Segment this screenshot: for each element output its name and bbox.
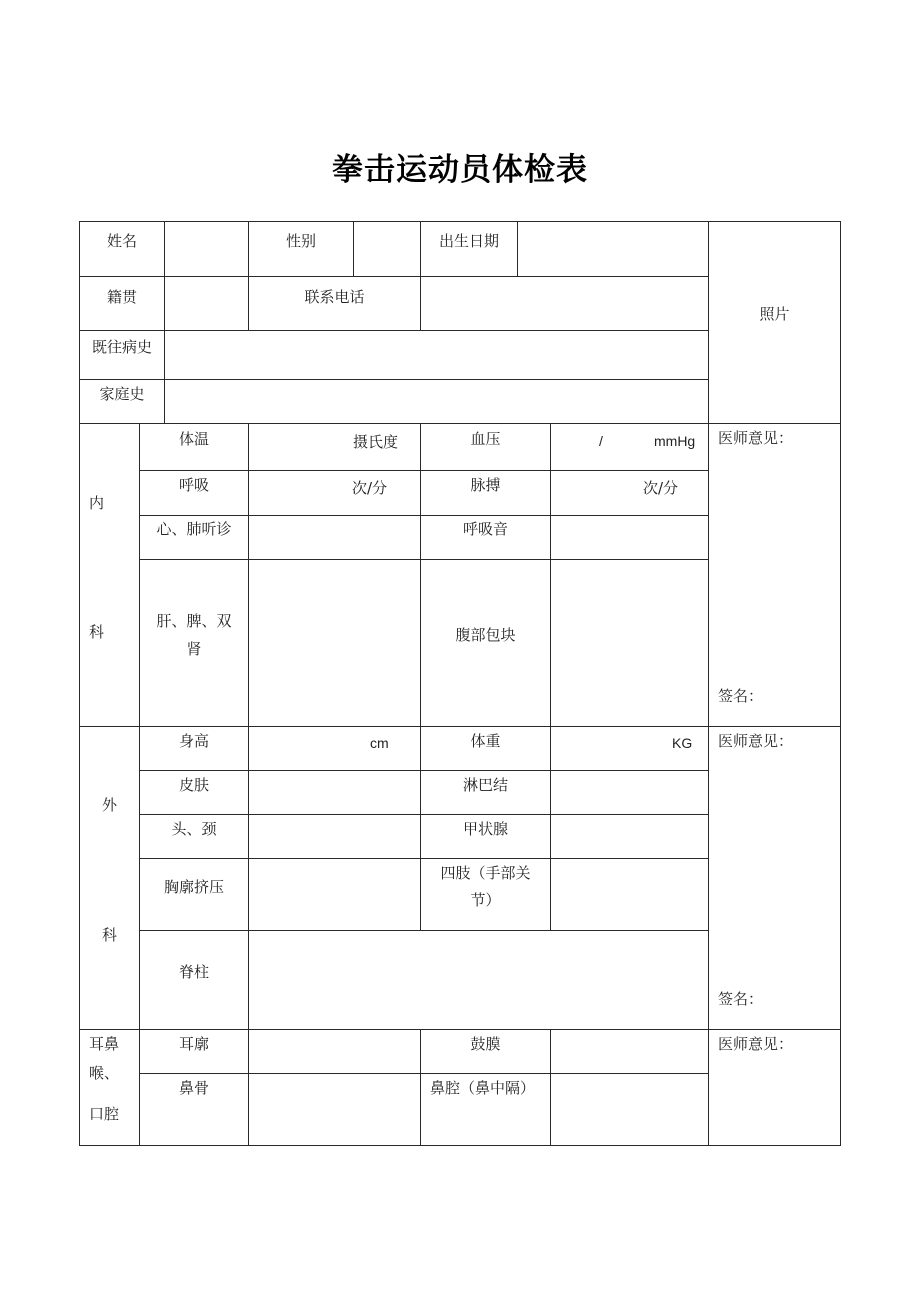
ent-doctor-opinion-box[interactable] <box>708 1029 841 1146</box>
ent-label-line3: 口腔 <box>89 1105 120 1123</box>
height-unit: cm <box>370 735 389 751</box>
nasal-cavity-label: 鼻腔（鼻中隔） <box>430 1079 536 1097</box>
weight-field[interactable] <box>550 726 709 771</box>
blood-pressure-separator: / <box>599 433 603 449</box>
limbs-field[interactable] <box>550 858 709 931</box>
pulse-unit: 次/分 <box>643 479 679 497</box>
lymph-field[interactable] <box>550 770 709 815</box>
internal-doctor-opinion-box[interactable] <box>708 423 841 727</box>
eardrum-label: 鼓膜 <box>470 1035 501 1053</box>
name-label: 姓名 <box>106 232 137 250</box>
nasal-bone-label: 鼻骨 <box>178 1079 209 1097</box>
heart-lung-label: 心、肺听诊 <box>156 520 232 538</box>
birthdate-label-cell <box>420 221 518 277</box>
liver-spleen-kidney-field[interactable] <box>248 559 421 727</box>
pulse-label: 脉搏 <box>470 476 501 494</box>
weight-unit: KG <box>672 735 693 751</box>
skin-label-cell <box>139 770 249 815</box>
temperature-field[interactable] <box>248 423 421 471</box>
lymph-label-cell <box>420 770 551 815</box>
liver-label-line2: 肾 <box>186 640 202 658</box>
spine-label: 脊柱 <box>178 963 209 981</box>
height-label: 身高 <box>178 732 209 750</box>
limbs-label-line2: 节） <box>470 891 501 909</box>
native-place-label-cell <box>79 276 165 331</box>
ent-section-label <box>79 1029 140 1146</box>
nasal-bone-label-cell <box>139 1073 249 1146</box>
respiration-field[interactable] <box>248 470 421 516</box>
head-neck-field[interactable] <box>248 814 421 859</box>
weight-label: 体重 <box>470 732 501 750</box>
surgery-doctor-opinion-label: 医师意见： <box>718 732 794 750</box>
photo-label: 照片 <box>759 305 790 323</box>
skin-field[interactable] <box>248 770 421 815</box>
auricle-field[interactable] <box>248 1029 421 1074</box>
birthdate-label: 出生日期 <box>438 232 499 250</box>
heart-lung-field[interactable] <box>248 515 421 560</box>
respiration-label-cell <box>139 470 249 516</box>
surgery-section-label <box>79 726 140 1030</box>
heart-lung-label-cell <box>139 515 249 560</box>
auricle-label: 耳廓 <box>178 1035 209 1053</box>
internal-medicine-section-label <box>79 423 140 727</box>
nasal-cavity-field[interactable] <box>550 1073 709 1146</box>
photo-box[interactable] <box>708 221 841 424</box>
internal-label-bottom: 科 <box>89 623 105 641</box>
liver-label-line1: 肝、脾、双 <box>156 612 232 630</box>
eardrum-label-cell <box>420 1029 551 1074</box>
name-field[interactable] <box>164 221 249 277</box>
name-label-cell <box>79 221 165 277</box>
temperature-unit: 摄氏度 <box>353 433 399 451</box>
surgery-label-top: 外 <box>102 796 118 814</box>
family-history-field[interactable] <box>164 379 709 424</box>
skin-label: 皮肤 <box>178 776 209 794</box>
blood-pressure-label-cell <box>420 423 551 471</box>
blood-pressure-unit: mmHg <box>654 433 696 449</box>
internal-signature-label: 签名： <box>718 687 764 705</box>
height-field[interactable] <box>248 726 421 771</box>
abdominal-mass-label-cell <box>420 559 551 727</box>
limbs-label-cell <box>420 858 551 931</box>
pulse-label-cell <box>420 470 551 516</box>
nasal-cavity-label-cell <box>420 1073 551 1146</box>
breath-sound-label-cell <box>420 515 551 560</box>
lymph-label: 淋巴结 <box>462 776 508 794</box>
respiration-unit: 次/分 <box>352 479 388 497</box>
chest-label: 胸廓挤压 <box>163 878 224 896</box>
head-neck-label: 头、颈 <box>171 820 217 838</box>
medical-history-field[interactable] <box>164 330 709 380</box>
limbs-label-line1: 四肢（手部关 <box>440 864 531 882</box>
respiration-label: 呼吸 <box>178 476 209 494</box>
phone-label-cell <box>248 276 421 331</box>
surgery-label-bottom: 科 <box>102 926 118 944</box>
temperature-label-cell <box>139 423 249 471</box>
ent-label-line1: 耳鼻 <box>89 1035 120 1053</box>
thyroid-label-cell <box>420 814 551 859</box>
chest-label-cell <box>139 858 249 931</box>
blood-pressure-field[interactable] <box>550 423 709 471</box>
family-history-label: 家庭史 <box>99 385 145 403</box>
surgery-signature-label: 签名： <box>718 990 764 1008</box>
spine-field[interactable] <box>248 930 709 1030</box>
native-place-field[interactable] <box>164 276 249 331</box>
native-place-label: 籍贯 <box>106 288 137 306</box>
internal-label-top: 内 <box>89 494 105 512</box>
gender-label-cell <box>248 221 354 277</box>
internal-doctor-opinion-label: 医师意见： <box>718 429 794 447</box>
thyroid-label: 甲状腺 <box>462 820 508 838</box>
weight-label-cell <box>420 726 551 771</box>
surgery-doctor-opinion-box[interactable] <box>708 726 841 1030</box>
ent-label-line2: 喉、 <box>89 1064 120 1082</box>
blood-pressure-label: 血压 <box>470 430 501 448</box>
thyroid-field[interactable] <box>550 814 709 859</box>
head-neck-label-cell <box>139 814 249 859</box>
auricle-label-cell <box>139 1029 249 1074</box>
gender-field[interactable] <box>353 221 421 277</box>
medical-history-label-cell <box>79 330 165 380</box>
eardrum-field[interactable] <box>550 1029 709 1074</box>
medical-history-label: 既往病史 <box>91 338 152 356</box>
chest-field[interactable] <box>248 858 421 931</box>
temperature-label: 体温 <box>178 430 209 448</box>
phone-field[interactable] <box>420 276 709 331</box>
birthdate-field[interactable] <box>517 221 709 277</box>
spine-label-cell <box>139 930 249 1030</box>
document-title: 拳击运动员体检表 <box>332 152 588 188</box>
breath-sound-label: 呼吸音 <box>462 520 508 538</box>
nasal-bone-field[interactable] <box>248 1073 421 1146</box>
abdominal-mass-label: 腹部包块 <box>455 626 516 644</box>
abdominal-mass-field[interactable] <box>550 559 709 727</box>
gender-label: 性别 <box>285 232 316 250</box>
phone-label: 联系电话 <box>304 288 365 306</box>
family-history-label-cell <box>79 379 165 424</box>
pulse-field[interactable] <box>550 470 709 516</box>
ent-doctor-opinion-label: 医师意见： <box>718 1035 794 1053</box>
liver-spleen-kidney-label-cell <box>139 559 249 727</box>
height-label-cell <box>139 726 249 771</box>
breath-sound-field[interactable] <box>550 515 709 560</box>
